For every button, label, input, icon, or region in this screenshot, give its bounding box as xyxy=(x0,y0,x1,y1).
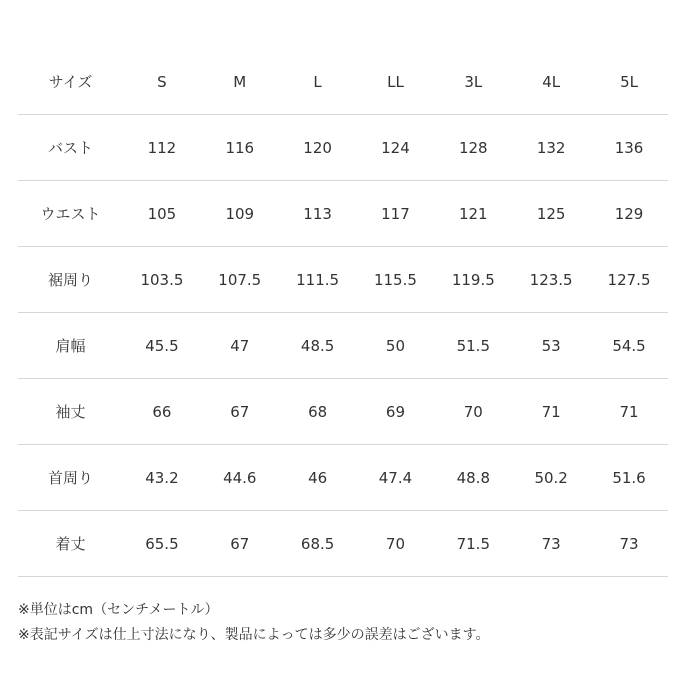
row-length xyxy=(18,511,668,577)
table-cell: 116 xyxy=(201,115,279,181)
table-cell: 44.6 xyxy=(201,445,279,511)
table-cell: 48.8 xyxy=(434,445,512,511)
table-cell: 124 xyxy=(357,115,435,181)
table-cell: 71.5 xyxy=(434,511,512,577)
table-cell: 70 xyxy=(357,511,435,577)
table-cell: 50 xyxy=(357,313,435,379)
table-cell: 68.5 xyxy=(279,511,357,577)
header-size-5l: 5L xyxy=(590,49,668,115)
row-label: 袖丈 xyxy=(18,379,123,445)
table-cell: 119.5 xyxy=(434,247,512,313)
table-cell: 67 xyxy=(201,379,279,445)
row-shoulder xyxy=(18,313,668,379)
header-label-size: サイズ xyxy=(18,49,123,115)
header-size-3l: 3L xyxy=(434,49,512,115)
table-cell: 65.5 xyxy=(123,511,201,577)
table-cell: 73 xyxy=(512,511,590,577)
row-label: 首周り xyxy=(18,445,123,511)
table-cell: 51.6 xyxy=(590,445,668,511)
row-label: 裾周り xyxy=(18,247,123,313)
table-cell: 107.5 xyxy=(201,247,279,313)
row-label: 着丈 xyxy=(18,511,123,577)
table-cell: 128 xyxy=(434,115,512,181)
table-cell: 125 xyxy=(512,181,590,247)
table-cell: 115.5 xyxy=(357,247,435,313)
header-size-s: S xyxy=(123,49,201,115)
header-size-4l: 4L xyxy=(512,49,590,115)
table-cell: 69 xyxy=(357,379,435,445)
table-cell: 117 xyxy=(357,181,435,247)
header-size-m: M xyxy=(201,49,279,115)
row-bust xyxy=(18,115,668,181)
table-cell: 109 xyxy=(201,181,279,247)
notes-block xyxy=(18,598,678,648)
row-hem xyxy=(18,247,668,313)
row-waist xyxy=(18,181,668,247)
table-cell: 45.5 xyxy=(123,313,201,379)
table-cell: 48.5 xyxy=(279,313,357,379)
table-cell: 67 xyxy=(201,511,279,577)
note-tolerance: ※表記サイズは仕上寸法になり、製品によっては多少の誤差はございます。 xyxy=(18,627,490,643)
table-cell: 113 xyxy=(279,181,357,247)
table-cell: 47.4 xyxy=(357,445,435,511)
table-cell: 43.2 xyxy=(123,445,201,511)
table-cell: 66 xyxy=(123,379,201,445)
table-cell: 112 xyxy=(123,115,201,181)
size-chart-table xyxy=(18,49,668,577)
table-cell: 51.5 xyxy=(434,313,512,379)
row-neck xyxy=(18,445,668,511)
table-cell: 50.2 xyxy=(512,445,590,511)
table-cell: 121 xyxy=(434,181,512,247)
header-size-l: L xyxy=(279,49,357,115)
table-cell: 68 xyxy=(279,379,357,445)
note-unit: ※単位はcm（センチメートル） xyxy=(18,602,219,618)
table-cell: 54.5 xyxy=(590,313,668,379)
table-cell: 120 xyxy=(279,115,357,181)
row-label: バスト xyxy=(18,115,123,181)
header-size-ll: LL xyxy=(357,49,435,115)
table-cell: 105 xyxy=(123,181,201,247)
table-cell: 71 xyxy=(512,379,590,445)
table-cell: 111.5 xyxy=(279,247,357,313)
size-header-row xyxy=(18,49,668,115)
row-label: 肩幅 xyxy=(18,313,123,379)
table-cell: 127.5 xyxy=(590,247,668,313)
row-label: ウエスト xyxy=(18,181,123,247)
table-cell: 123.5 xyxy=(512,247,590,313)
table-cell: 46 xyxy=(279,445,357,511)
table-cell: 129 xyxy=(590,181,668,247)
table-cell: 73 xyxy=(590,511,668,577)
table-cell: 71 xyxy=(590,379,668,445)
table-cell: 103.5 xyxy=(123,247,201,313)
row-sleeve xyxy=(18,379,668,445)
table-cell: 136 xyxy=(590,115,668,181)
table-cell: 132 xyxy=(512,115,590,181)
table-cell: 47 xyxy=(201,313,279,379)
table-cell: 53 xyxy=(512,313,590,379)
table-cell: 70 xyxy=(434,379,512,445)
